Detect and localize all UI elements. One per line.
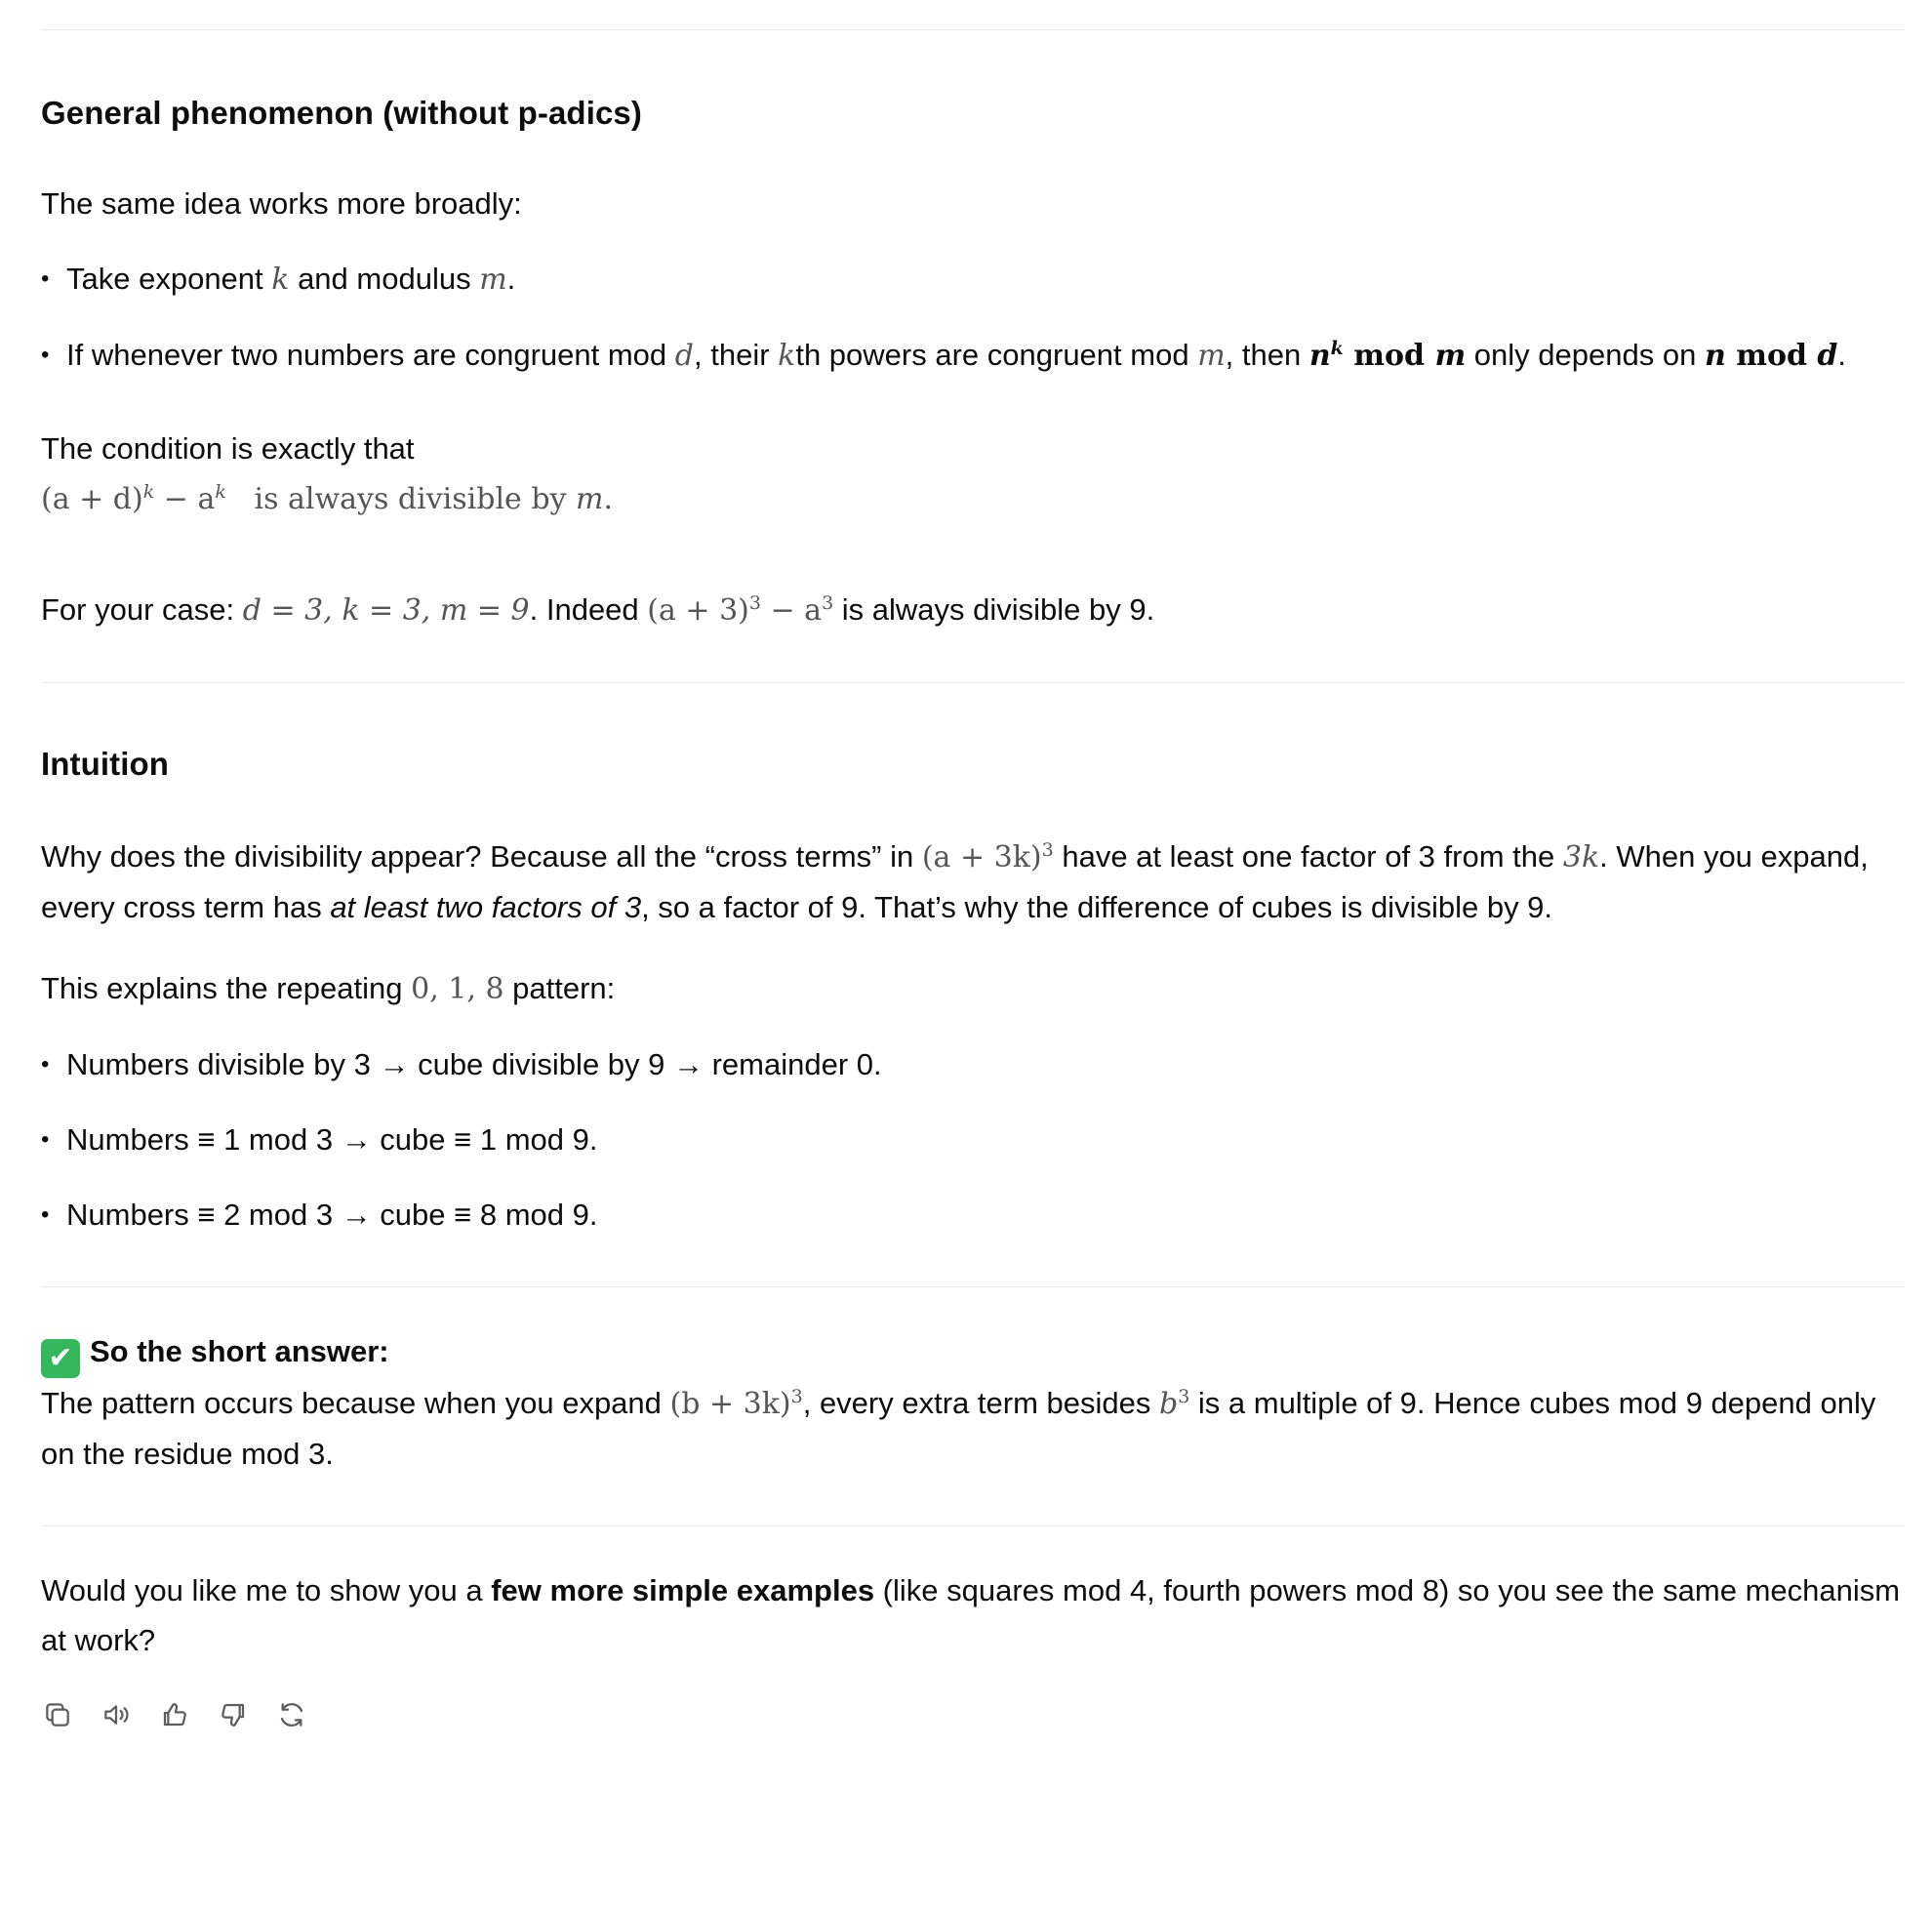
heading-general: General phenomenon (without p-adics) bbox=[41, 95, 642, 131]
list-item: • Numbers ≡ 1 mod 3 → cube ≡ 1 mod 9. bbox=[41, 1115, 1905, 1164]
assistant-message bbox=[41, 0, 1905, 1731]
answer-paragraph: The pattern occurs because when you expand $(b + 3k)^3$, every extra term besides $b^3$ is a multiple of 9. Hence cubes mod 9 depend only on the residue mod 3. bbox=[41, 1386, 1876, 1471]
regenerate-icon bbox=[276, 1699, 307, 1730]
divider bbox=[41, 682, 1905, 683]
divider bbox=[41, 29, 1905, 30]
general-intro: The same idea works more broadly: bbox=[41, 186, 522, 221]
condition-label: The condition is exactly that bbox=[41, 431, 415, 466]
condition-formula: $(a + d)^k - a^k$ is always divisible by m. bbox=[41, 481, 614, 516]
thumbs-up-button[interactable] bbox=[158, 1698, 191, 1731]
divider bbox=[41, 1286, 1905, 1287]
check-icon: ✔ bbox=[41, 1339, 80, 1378]
read-aloud-button[interactable] bbox=[100, 1698, 133, 1731]
thumbs-up-icon bbox=[159, 1699, 190, 1730]
pattern-paragraph: This explains the repeating 0, 1, 8 pattern: bbox=[41, 971, 616, 1006]
read-aloud-icon bbox=[101, 1699, 132, 1730]
list-item: • Take exponent k and modulus m. bbox=[41, 254, 1905, 305]
list-item: • Numbers divisible by 3 → cube divisible by 9 → remainder 0. bbox=[41, 1039, 1905, 1089]
regenerate-button[interactable] bbox=[275, 1698, 308, 1731]
followup-paragraph: Would you like me to show you a few more simple examples (like squares mod 4, fourth powers mod 8) so you see the same mechanism at work? bbox=[41, 1573, 1901, 1657]
copy-button[interactable] bbox=[41, 1698, 74, 1731]
general-bullets bbox=[41, 254, 1905, 381]
heading-intuition: Intuition bbox=[41, 746, 170, 782]
case-paragraph: For your case: d = 3, k = 3, m = 9. Indeed $(a + 3)^3 - a^3$ is always divisible by 9. bbox=[41, 592, 1155, 628]
thumbs-down-button[interactable] bbox=[217, 1698, 250, 1731]
pattern-bullets bbox=[41, 1039, 1905, 1240]
answer-heading: ✔ So the short answer: bbox=[41, 1326, 1905, 1378]
intuition-paragraph: Why does the divisibility appear? Because all the “cross terms” in $(a + 3k)^3$ have at least one factor of 3 from the 3k. When you expand, every cross term has at least two factors of 3, so a factor of 9. That’s why the difference of cubes is divisible by 9. bbox=[41, 839, 1869, 924]
list-item: • Numbers ≡ 2 mod 3 → cube ≡ 8 mod 9. bbox=[41, 1190, 1905, 1240]
copy-icon bbox=[42, 1699, 73, 1730]
divider bbox=[41, 1525, 1905, 1526]
list-item: • If whenever two numbers are congruent mod d, their kth powers are congruent mod m, then $n^k$ mod m only depends on n mod d. bbox=[41, 330, 1905, 381]
thumbs-down-icon bbox=[218, 1699, 249, 1730]
message-actions-toolbar bbox=[41, 1698, 1905, 1731]
